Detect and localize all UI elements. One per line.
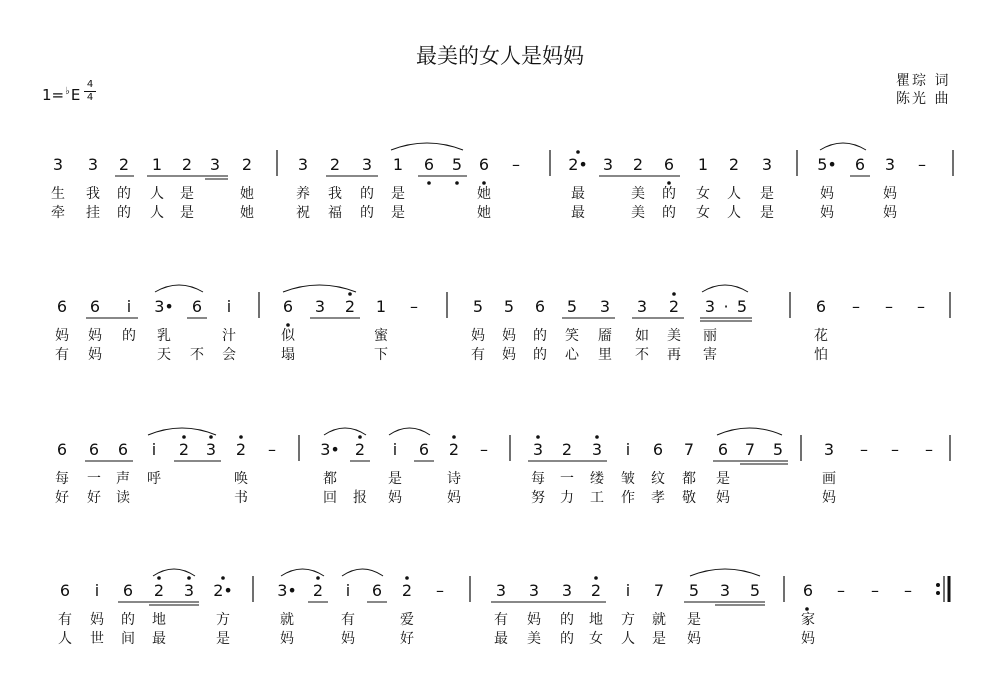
note: – [917,297,925,316]
lyric-char: 会 [222,347,236,363]
lyric-char: 妈 [88,347,102,363]
lyric-char: 人 [150,205,164,221]
note: 6 [652,440,664,459]
note: 6 [418,440,430,459]
note: 2 [668,297,680,316]
note: 1 [375,297,387,316]
key-letter: E [70,86,81,104]
lyric-char: 有 [494,612,508,628]
lyric-char: 再 [667,347,681,363]
note: 6 [371,581,383,600]
octave-dot-high [349,293,352,296]
lyric-char: 的 [117,205,131,221]
lyric-char: 的 [560,631,574,647]
note: 5 [749,581,761,600]
lyric-char: 是 [216,631,230,647]
lyric-char: 好 [400,631,414,647]
lyric-char: 好 [55,490,69,506]
lyric-char: 有 [471,347,485,363]
lyric-char: 就 [280,612,294,628]
octave-dot-high [158,577,161,580]
lyric-char: 世 [90,631,104,647]
lyric-char: 的 [662,186,676,202]
lyric-char: 就 [652,612,666,628]
lyric-char: 塌 [281,347,295,363]
lyric-char: 不 [635,347,649,363]
note: 6 [534,297,546,316]
lyric-char: 都 [323,471,337,487]
lyric-char: 女 [589,631,603,647]
lyric-char: 妈 [55,328,69,344]
note: 2 [241,155,253,174]
lyric-char: 敬 [682,490,696,506]
lyric-char: 祝 [296,205,310,221]
lyric-char: 靥 [598,328,612,344]
song-title: 最美的女人是妈妈 [416,44,584,68]
note: 6 [56,440,68,459]
note: 6 [191,297,203,316]
lyric-char: 我 [86,186,100,202]
lyric-char: 她 [477,186,491,202]
lyric-char: 呼 [147,471,161,487]
note: – [837,581,845,600]
lyric-char: 回 [323,490,337,506]
octave-dot-high [188,577,191,580]
note: 6 [59,581,71,600]
note: 3 [361,155,373,174]
note: 6 [282,297,294,316]
octave-dot-low [456,182,459,185]
lyric-char: 最 [571,205,585,221]
note: 2 [312,581,324,600]
note: 2 [153,581,165,600]
note: 2 [448,440,460,459]
lyric-char: 生 [51,186,65,202]
lyric-char: 妈 [883,186,897,202]
note: 6 [478,155,490,174]
lyric-char: 美 [631,186,645,202]
time-bottom: 4 [86,92,94,103]
octave-dot-low [668,182,671,185]
octave-dot-low [428,182,431,185]
note: – [925,440,933,459]
lyric-char: 是 [388,471,402,487]
lyric-char: 天 [157,347,171,363]
note: i [625,581,631,600]
lyric-char: 缕 [590,471,604,487]
lyric-char: 诗 [447,471,461,487]
lyric-char: 牵 [51,205,65,221]
note: 6 [717,440,729,459]
octave-dot-low [806,608,809,611]
note: 6 [89,297,101,316]
lyric-char: 有 [341,612,355,628]
repeat-dot [937,584,940,587]
note: 5 [451,155,463,174]
note: 2• [213,581,233,600]
note: 1 [697,155,709,174]
note: 3 [602,155,614,174]
lyric-char: 蜜 [374,328,388,344]
note: 3 [528,581,540,600]
lyric-char: 心 [565,347,579,363]
lyric-char: 好 [87,490,101,506]
slur [342,569,383,576]
note: – [436,581,444,600]
note: 6 [122,581,134,600]
lyric-char: 的 [560,612,574,628]
note: – [268,440,276,459]
lyric-char: 方 [621,612,635,628]
note: – [860,440,868,459]
lyric-char: 的 [117,186,131,202]
repeat-dot [937,592,940,595]
lyric-char: 报 [353,490,367,506]
note: 3 [636,297,648,316]
slur [153,569,195,576]
note: 2 [181,155,193,174]
slur [281,569,324,576]
lyric-char: 妈 [90,612,104,628]
note: – [918,155,926,174]
note: – [410,297,418,316]
slur [155,285,203,292]
slur [690,569,760,576]
lyric-char: 画 [822,471,836,487]
octave-dot-high [537,436,540,439]
lyric-char: 似 [281,328,295,344]
note: 2 [354,440,366,459]
note: 3 [297,155,309,174]
note: 7 [744,440,756,459]
note: 2 [329,155,341,174]
lyric-char: 妈 [822,490,836,506]
note: – [512,155,520,174]
octave-dot-high [596,436,599,439]
octave-dot-high [595,577,598,580]
note: 5 [566,297,578,316]
note: 2 [118,155,130,174]
note: 5 [772,440,784,459]
note: 6 [815,297,827,316]
lyric-char: 妈 [388,490,402,506]
slur [283,285,356,292]
lyric-char: 人 [150,186,164,202]
note: i [126,297,132,316]
note: 2• [568,155,588,174]
lyric-char: 一 [87,471,101,487]
note: 3 [561,581,573,600]
note: 1 [151,155,163,174]
lyric-char: 读 [116,490,130,506]
lyric-char: 妈 [88,328,102,344]
note: 3 [761,155,773,174]
lyric-char: 人 [727,186,741,202]
note: 6 [663,155,675,174]
note: 2 [561,440,573,459]
note: i [226,297,232,316]
note: 6 [56,297,68,316]
lyric-char: 乳 [157,328,171,344]
note: 3 [52,155,64,174]
lyric-char: 美 [667,328,681,344]
lyric-char: 的 [360,205,374,221]
lyric-char: 一 [560,471,574,487]
lyric-char: 里 [598,347,612,363]
lyric-char: 家 [801,612,815,628]
octave-dot-high [317,577,320,580]
note: i [345,581,351,600]
lyric-char: 每 [55,471,69,487]
lyric-char: 妈 [341,631,355,647]
octave-dot-high [210,436,213,439]
lyric-char: 声 [116,471,130,487]
lyric-char: 美 [631,205,645,221]
lyric-char: 间 [121,631,135,647]
lyric-char: 是 [687,612,701,628]
lyric-char: 妈 [280,631,294,647]
lyric-char: 汁 [222,328,236,344]
note: 6 [854,155,866,174]
lyric-char: 妈 [527,612,541,628]
note: i [392,440,398,459]
lyric-char: 最 [571,186,585,202]
slur [702,285,748,292]
lyric-char: 爱 [400,612,414,628]
note: 3 [183,581,195,600]
lyric-char: 女 [696,186,710,202]
lyric-char: 是 [391,205,405,221]
slur [820,143,866,150]
lyric-char: 的 [121,612,135,628]
lyric-char: 下 [374,347,388,363]
lyric-char: 方 [216,612,230,628]
note: i [625,440,631,459]
note: 3 [87,155,99,174]
lyric-char: 妈 [687,631,701,647]
note: 3 [823,440,835,459]
lyric-char: 有 [55,347,69,363]
note: 7 [653,581,665,600]
lyric-char: 妈 [820,205,834,221]
lyric-char: 地 [589,612,603,628]
lyric-char: 笑 [565,328,579,344]
lyric-char: 妈 [471,328,485,344]
lyric-char: 是 [760,205,774,221]
note: – [871,581,879,600]
lyric-char: 都 [682,471,696,487]
lyric-char: 怕 [814,347,828,363]
octave-dot-high [183,436,186,439]
lyric-char: 妈 [883,205,897,221]
note: 3 [884,155,896,174]
note: 2 [632,155,644,174]
note: 3 [205,440,217,459]
key-prefix: 1= [42,86,65,104]
note: 2 [178,440,190,459]
octave-dot-high [673,293,676,296]
note: 5 [736,297,748,316]
lyric-char: 我 [328,186,342,202]
note: 3• [154,297,174,316]
octave-dot-high [359,436,362,439]
lyric-char: 是 [180,205,194,221]
lyric-char: 唤 [234,471,248,487]
note: · [723,297,729,316]
lyric-char: 女 [696,205,710,221]
slur [148,428,216,435]
note: 2 [728,155,740,174]
flat-sign: ♭ [65,86,70,97]
lyric-char: 皱 [621,471,635,487]
slur [391,143,463,150]
octave-dot-high [240,436,243,439]
lyric-char: 每 [531,471,545,487]
note: 6 [88,440,100,459]
note: 3 [314,297,326,316]
note: 3 [532,440,544,459]
lyric-char: 妈 [820,186,834,202]
note: 5 [688,581,700,600]
lyric-char: 工 [590,490,604,506]
lyric-char: 是 [760,186,774,202]
note: 5 [503,297,515,316]
note: 2 [401,581,413,600]
lyric-char: 她 [240,205,254,221]
lyric-char: 是 [652,631,666,647]
note: 6 [802,581,814,600]
note: – [904,581,912,600]
slur [389,428,430,435]
lyric-char: 美 [527,631,541,647]
lyric-char: 挂 [86,205,100,221]
note: 2 [235,440,247,459]
lyric-char: 人 [727,205,741,221]
lyric-char: 是 [180,186,194,202]
note: 6 [423,155,435,174]
note: 3 [719,581,731,600]
slur [717,428,782,435]
note: – [891,440,899,459]
note: 3 [495,581,507,600]
lyric-char: 的 [662,205,676,221]
octave-dot-low [483,182,486,185]
lyric-char: 妈 [502,347,516,363]
note: 5• [817,155,837,174]
octave-dot-high [453,436,456,439]
octave-dot-high [406,577,409,580]
lyric-char: 她 [240,186,254,202]
lyric-char: 不 [190,347,204,363]
note: 2 [590,581,602,600]
lyric-char: 地 [152,612,166,628]
note: i [94,581,100,600]
lyric-char: 的 [360,186,374,202]
lyric-char: 妈 [801,631,815,647]
note: – [885,297,893,316]
note: 3 [209,155,221,174]
note: – [852,297,860,316]
lyric-char: 她 [477,205,491,221]
lyric-char: 害 [703,347,717,363]
note: 3• [320,440,340,459]
octave-dot-low [287,324,290,327]
note: 2 [344,297,356,316]
lyric-char: 是 [391,186,405,202]
lyric-char: 妈 [716,490,730,506]
lyric-char: 丽 [703,328,717,344]
lyric-char: 如 [635,328,649,344]
lyric-char: 人 [621,631,635,647]
octave-dot-high [222,577,225,580]
note: 5 [472,297,484,316]
lyric-char: 孝 [651,490,665,506]
composer-credit: 陈光 曲 [896,91,951,107]
note: 3 [599,297,611,316]
lyric-char: 力 [560,490,574,506]
note: 3• [277,581,297,600]
lyric-char: 福 [328,205,342,221]
note: 3 [591,440,603,459]
lyricist-credit: 瞿琮 词 [896,73,951,89]
note: – [480,440,488,459]
lyric-char: 作 [621,490,635,506]
lyric-char: 的 [533,347,547,363]
note: 3 [704,297,716,316]
note: 6 [117,440,129,459]
lyric-char: 花 [814,328,828,344]
lyric-char: 养 [296,186,310,202]
lyric-char: 是 [716,471,730,487]
lyric-char: 的 [533,328,547,344]
time-top: 4 [86,79,94,90]
lyric-char: 的 [122,328,136,344]
lyric-char: 书 [234,490,248,506]
lyric-char: 有 [58,612,72,628]
lyric-char: 努 [531,490,545,506]
lyric-char: 妈 [502,328,516,344]
lyric-char: 人 [58,631,72,647]
octave-dot-high [577,151,580,154]
slur [324,428,366,435]
note: 7 [683,440,695,459]
note: i [151,440,157,459]
lyric-char: 妈 [447,490,461,506]
lyric-char: 最 [494,631,508,647]
lyric-char: 最 [152,631,166,647]
lyric-char: 纹 [651,471,665,487]
note: 1 [392,155,404,174]
